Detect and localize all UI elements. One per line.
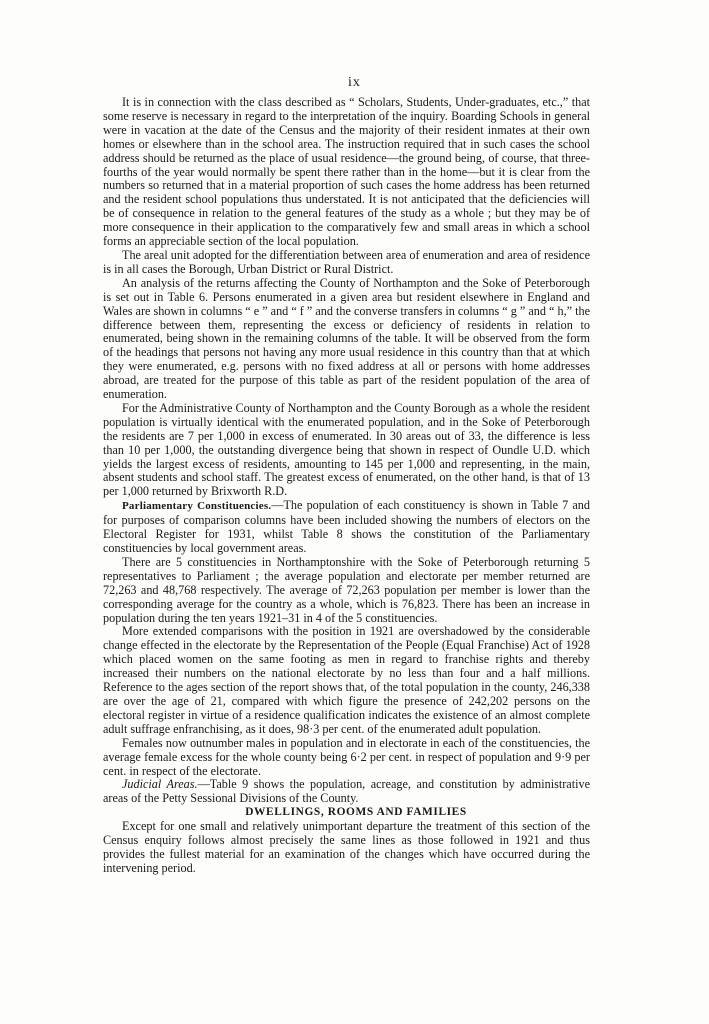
section-heading: DWELLINGS, ROOMS AND FAMILIES — [245, 806, 467, 819]
paragraph-administrative-county: For the Administrative County of Northampton and the County Borough as a whole the resident population is virtually identical with the enumerated population, and in the Soke of Peterborough the residents are 7 per 1,000 in excess of enumerated. In 30 areas out of 33, the difference is less than 10 per 1,000, the outstanding divergence being that shown in respect of Oundle U.D. which yields the largest excess of residents, amounting to 145 per 1,000 and representing, in the main, absent students and school staff. The greatest excess of enumerated, on the other hand, is that of 13 per 1,000 returned by Brixworth R.D. — [103, 400, 590, 499]
paragraph-areal-unit: The areal unit adopted for the differentiation between area of enumeration and area of residence is in all cases the Borough, Urban District or Rural District. — [103, 247, 590, 276]
paragraph-constituencies: There are 5 constituencies in Northamptonshire with the Soke of Peterborough returning 5 representatives to Parliament ; the average population and electorate per member returned are 72,263 and 48,768 respectively. The average of 72,263 population per member is lower than the corresponding average for the country as a whole, which is 76,823. There has been an increase in population during the ten years 1921–31 in 4 of the 5 constituencies. — [103, 554, 590, 625]
parliamentary-text: —The population of each constituency is shown in Table 7 and for purposes of comparison columns have been included showing the numbers of electors on the Electoral Register for 1931, whilst Table 8 shows the constitution of the Parliamentary constituencies by local government areas. — [103, 498, 590, 555]
paragraph-dwellings: Except for one small and relatively unimportant departure the treatment of this section of the Census enquiry follows almost precisely the same lines as those followed in 1921 and thus provides the fullest material for an examination of the changes which have occurred during the intervening period. — [103, 819, 590, 875]
paragraph-scholars: It is in connection with the class described as “ Scholars, Students, Under-graduates, etc.,” that some reserve is necessary in regard to the interpretation of the inquiry. Boarding Schools in general were in vacation at the date of the Census and the majority of their resident inmates at their own homes or elsewhere than in the school area. The instruction required that in such cases the school address should be returned as the place of usual residence—the ground being, of course, that three-fourths of the year would normally be spent there rather than in the home—but it is clear from the numbers so returned that in a material proportion of such cases the home address has been returned and the resident school populations thus understated. It is not anticipated that the deficiencies will be of consequence in relation to the general features of the study as a whole ; but they may be of more consequence in their application to the comparatively few and small areas in which a school forms an appreciable section of the local population. — [103, 95, 590, 249]
paragraph-judicial — [103, 778, 590, 806]
judicial-heading: Judicial Areas. — [122, 777, 198, 792]
paragraph-parliamentary — [103, 499, 590, 556]
body-text — [103, 96, 590, 876]
parliamentary-heading: Parliamentary Constituencies. — [122, 500, 272, 513]
paragraph-analysis: An analysis of the returns affecting the County of Northampton and the Soke of Peterborough is set out in Table 6. Persons enumerated in a given area but resident elsewhere in England and Wales are shown in columns “ e ” and “ f ” and the converse transfers in columns “ g ” and “ h,” the difference between them, representing the excess or deficiency of residents in relation to enumerated, being shown in the remaining columns of the table. It will be observed from the form of the headings that persons not having any more usual residence in this country than that at which they were enumerated, e.g. persons with no fixed address at all or persons with home addresses abroad, are treated for the purpose of this table as part of the resident population of the area of enumeration. — [103, 275, 590, 402]
paragraph-extended-comparisons: More extended comparisons with the position in 1921 are overshadowed by the considerable change effected in the electorate by the Representation of the People (Equal Franchise) Act of 1928 which placed women on the same footing as men in regard to franchise rights and thereby increased their numbers on the national electorate by no less than four and a half millions. Reference to the ages section of the report shows that, of the total population in the county, 246,338 are over the age of 21, compared with which figure the presence of 242,202 persons on the electoral register in virtue of a residence qualification indicates the existence of an almost complete adult suffrage enfranchising, as it does, 98·3 per cent. of the enumerated adult population. — [103, 624, 590, 736]
judicial-text: —Table 9 shows the population, acreage, and constitution by administrative areas of the Petty Sessional Divisions of the County. — [103, 777, 590, 806]
paragraph-females: Females now outnumber males in population and in electorate in each of the constituencies, the average female excess for the whole county being 6·2 per cent. in respect of population and 9·9 per cent. in respect of the electorate. — [103, 735, 590, 778]
page-number: ix — [348, 75, 361, 90]
